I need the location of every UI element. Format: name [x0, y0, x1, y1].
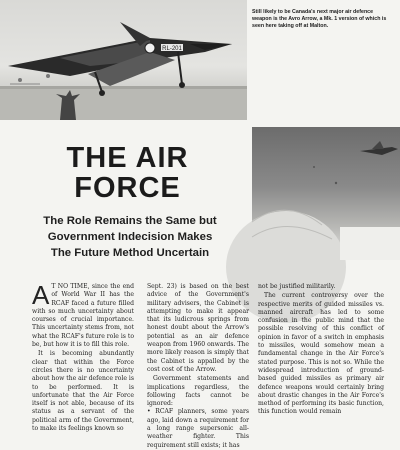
- subhead-line-1: The Role Remains the Same but: [43, 215, 217, 227]
- aircraft-marking: RL-201: [162, 46, 182, 52]
- column-1-para-2: It is becoming abundantly clear that within the Force circles there is no uncertainty about how the air defence role is to be performed. It is unfortunate that the Air Force itself is not able, because of its status as a servant of the political arm of the Government, to make its feelings known so: [32, 350, 135, 433]
- article-column-2: [147, 283, 249, 450]
- article-column-1: [32, 280, 135, 433]
- arrow-takeoff-illustration: [0, 0, 247, 120]
- column-2-para-1: Sept. 23) is based on the best advice of the Government's military advisers, the Cabinet is attempting to make it appear that its ludicrous springs from honest doubt about the Arrow's potential as an air defence weapon from 1960 onwards. The more likely reason is simply that the Cabinet is appalled by the cost cost of the Arrow.: [147, 283, 249, 373]
- subhead-line-3: The Future Method Uncertain: [50, 247, 210, 259]
- headline-line-1: THE AIR: [66, 142, 189, 174]
- article-column-3: [258, 283, 384, 417]
- column-3-para-2: The current controversy over the respective merits of guided missiles vs. manned aircraft has led to some confusion in the public mind that the possible resolving of this conflict of opinion in favor of a switch in emphasis to missiles, would somehow mean a fundamental change in the Air Force's stated purpose. This is not so. While the widespread introduction of ground-based guided missiles as primary air defence weapons would certainly bring about drastic changes in the Air Force's method of performing its basic function, this function would remain: [258, 292, 384, 416]
- hangar-photo: [252, 127, 400, 260]
- column-1-para-1: T NO TIME, since the end of World War II has the RCAF faced a future filled with so much uncertainty about courses of crucial importance. This uncertainty stems from, not what the RCAF's future role is to be, but how it is to fill this role.: [32, 283, 134, 349]
- photo-caption: Still likely to be Canada's next major air defence weapon is the Avro Arrow, a Mk. 1 version of which is seen here taking off at Malton.: [252, 9, 387, 29]
- column-2-para-2: Government statements and implications regardless, the following facts cannot be ignored:: [147, 375, 249, 408]
- headline-line-2: FORCE: [74, 172, 181, 204]
- hangar-illustration: [252, 127, 400, 260]
- arrow-takeoff-photo: [0, 0, 247, 120]
- column-1-intro: [32, 280, 134, 349]
- column-2-para-3: • RCAF planners, some years ago, laid down a requirement for a long range supersonic all-weather fighter. This requirement still exists; it has: [147, 408, 250, 449]
- drop-cap: A: [32, 280, 50, 310]
- column-3-para-1: not be justified militarily.: [258, 283, 336, 290]
- subhead-line-2: Government Indecision Makes: [47, 231, 213, 243]
